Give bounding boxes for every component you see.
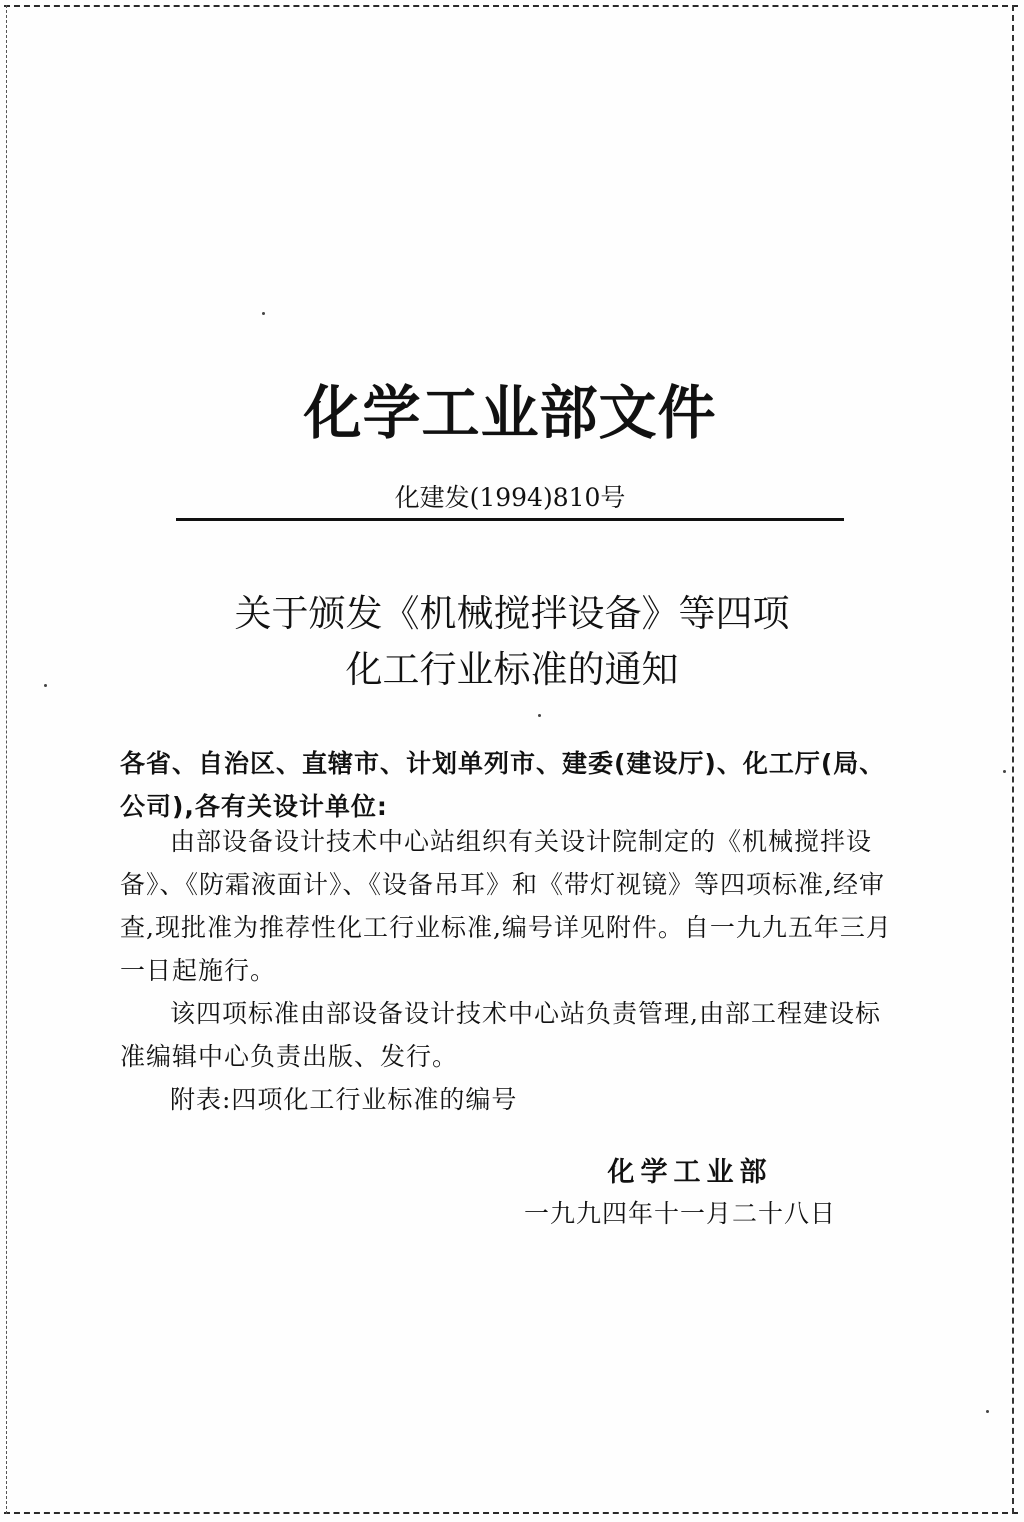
document-number: 化建发(1994)810号 bbox=[394, 483, 626, 512]
notice-title-line-1: 关于颁发《机械搅拌设备》等四项 bbox=[234, 592, 790, 635]
addressee: 各省、自治区、直辖市、计划单列市、建委(建设厅)、化工厅(局、公司),各有关设计单位: bbox=[120, 749, 886, 821]
scan-speck bbox=[44, 684, 47, 687]
page-border-bottom bbox=[4, 1512, 1018, 1514]
issuing-authority: 化学工业部 bbox=[607, 1157, 773, 1188]
document-header: 化学工业部文件 bbox=[303, 379, 717, 447]
issue-date: 一九九四年十一月二十八日 bbox=[523, 1199, 836, 1228]
body-paragraph: 由部设备设计技术中心站组织有关设计院制定的《机械搅拌设备》、《防霜液面计》、《设备吊耳》和《带灯视镜》等四项标准,经审查,现批准为推荐性化工行业标准,编号详见附件。自一九九五年三月一日起施行。 bbox=[120, 827, 892, 985]
page-border-top bbox=[4, 5, 1018, 7]
header-rule bbox=[176, 518, 844, 521]
notice-title-line-2: 化工行业标准的通知 bbox=[345, 648, 679, 691]
notice-body bbox=[120, 820, 904, 1121]
scan-speck bbox=[262, 312, 265, 315]
page-border-left bbox=[6, 5, 7, 1514]
scan-speck bbox=[538, 714, 541, 717]
page-border-right bbox=[1012, 5, 1014, 1514]
scan-speck bbox=[1003, 770, 1006, 773]
body-paragraph: 该四项标准由部设备设计技术中心站负责管理,由部工程建设标准编辑中心负责出版、发行。 bbox=[120, 999, 881, 1071]
scan-speck bbox=[986, 1410, 989, 1413]
attachment-note: 附表:四项化工行业标准的编号 bbox=[170, 1085, 518, 1114]
notice-title bbox=[150, 586, 874, 698]
